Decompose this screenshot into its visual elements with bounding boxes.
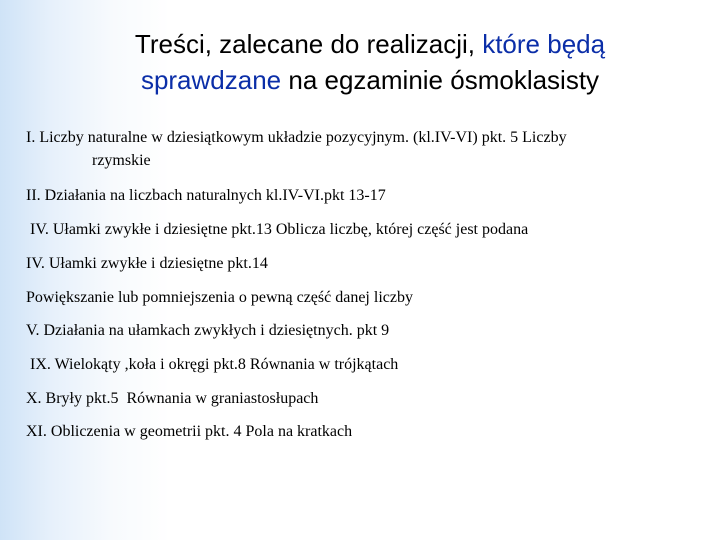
list-item-7: IX. Wielokąty ,koła i okręgi pkt.8 Równania w trójkątach [26, 356, 399, 373]
list-item-2: II. Działania na liczbach naturalnych kl.IV-VI.pkt 13-17 [26, 187, 386, 204]
title-highlight-1: które będą [482, 29, 606, 59]
title-text-2: na egzaminie ósmoklasisty [281, 65, 600, 95]
list-item-5: Powiększanie lub pomniejszenia o pewną część danej liczby [26, 289, 413, 306]
list-item-1-continuation: rzymskie [92, 152, 151, 169]
list-item-1: I. Liczby naturalne w dziesiątkowym układzie pozycyjnym. (kl.IV-VI) pkt. 5 Liczby [26, 129, 567, 146]
title-text-1: Treści, zalecane do realizacji, [134, 29, 483, 59]
slide-title [60, 26, 680, 98]
list-item-3: IV. Ułamki zwykłe i dziesiętne pkt.13 Oblicza liczbę, której część jest podana [26, 221, 529, 238]
list-item-8: X. Bryły pkt.5 Równania w graniastosłupach [26, 390, 319, 407]
list-item-9: XI. Obliczenia w geometrii pkt. 4 Pola na kratkach [26, 423, 353, 440]
title-highlight-2: sprawdzane [140, 65, 282, 95]
list-item-6: V. Działania na ułamkach zwykłych i dziesiętnych. pkt 9 [26, 322, 390, 339]
list-item-4: IV. Ułamki zwykłe i dziesiętne pkt.14 [26, 255, 268, 272]
